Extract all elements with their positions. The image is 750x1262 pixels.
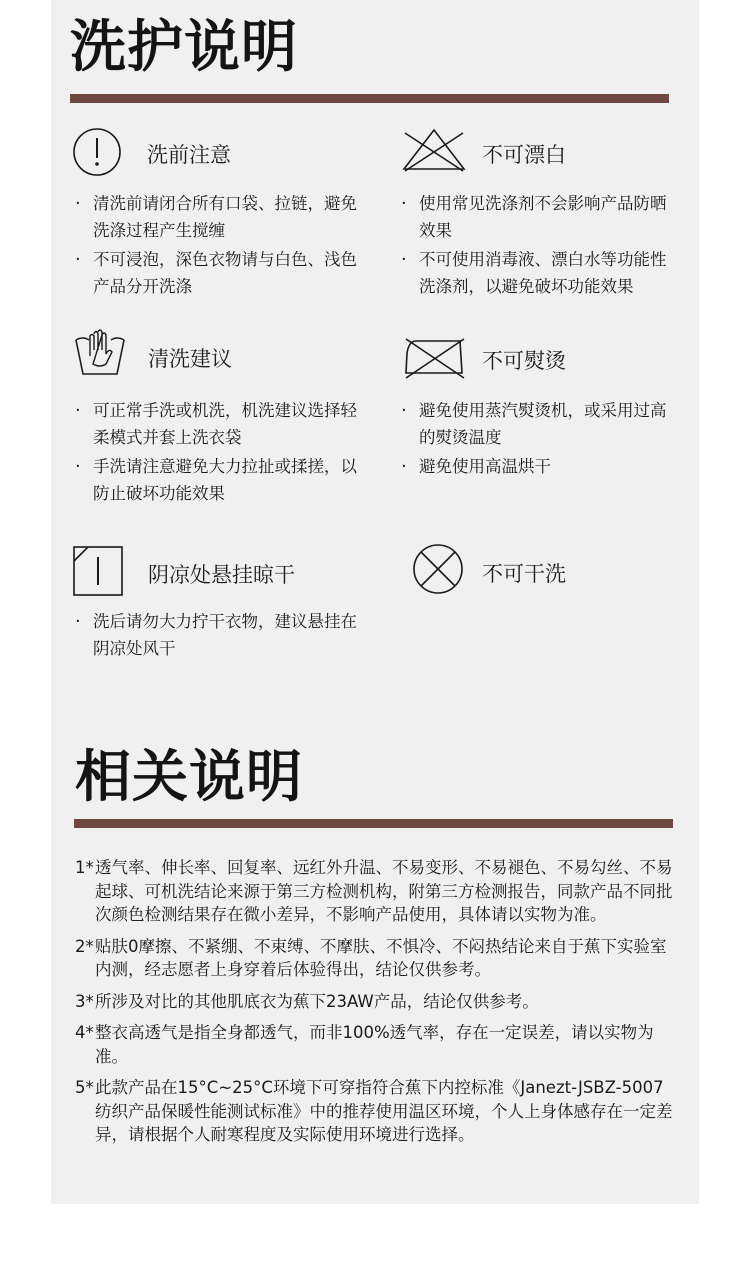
care-title-rule	[70, 94, 669, 103]
list-item: · 避免使用高温烘干	[401, 453, 681, 480]
note-item	[75, 856, 675, 927]
list-item: · 可正常手洗或机洗，机洗建议选择轻柔模式并套上洗衣袋	[75, 397, 360, 451]
note-number: 5*	[75, 1078, 94, 1097]
care-item-prewash	[72, 127, 352, 177]
care-item-wash-advice	[73, 326, 353, 376]
no-iron-icon	[402, 333, 466, 381]
list-item: · 不可浸泡，深色衣物请与白色、浅色产品分开洗涤	[75, 246, 360, 300]
note-item	[75, 935, 675, 982]
no-bleach-icon	[401, 127, 467, 173]
note-number: 4*	[75, 1023, 94, 1042]
care-item-no-bleach	[401, 127, 681, 177]
care-heading-prewash: 洗前注意	[147, 143, 231, 167]
no-dry-clean-icon	[412, 543, 464, 595]
note-number: 3*	[75, 991, 94, 1011]
care-bullets-no-iron	[401, 397, 681, 482]
care-item-no-dry-clean	[412, 543, 692, 593]
care-heading-no-iron: 不可熨烫	[482, 349, 566, 373]
care-heading-shade-dry: 阴凉处悬挂晾干	[148, 563, 295, 587]
note-item	[75, 990, 675, 1014]
care-heading-wash-advice: 清洗建议	[148, 347, 232, 371]
list-item: · 避免使用蒸汽熨烫机，或采用过高的熨烫温度	[401, 397, 681, 451]
note-text: 贴肤0摩擦、不紧绷、不束缚、不摩肤、不惧冷、不闷热结论来自于蕉下实验室内测，经志愿者上身穿着后体验得出，结论仅供参考。	[95, 936, 667, 979]
shade-line-dry-icon	[72, 545, 124, 597]
note-item	[75, 1021, 675, 1068]
care-item-shade-dry	[72, 545, 352, 595]
note-text: 所涉及对比的其他肌底衣为蕉下23AW产品，结论仅供参考。	[95, 991, 539, 1011]
list-item: · 清洗前请闭合所有口袋、拉链，避免洗涤过程产生搅缠	[75, 190, 360, 244]
note-number: 1*	[75, 858, 94, 877]
note-text: 整衣高透气是指全身都透气，而非100%透气率，存在一定误差，请以实物为准。	[95, 1023, 654, 1066]
hand-wash-icon	[73, 326, 127, 378]
list-item: · 洗后请勿大力拧干衣物，建议悬挂在阴凉处风干	[75, 608, 360, 662]
exclamation-circle-icon	[72, 127, 124, 177]
care-bullets-prewash	[75, 190, 360, 302]
note-text: 透气率、伸长率、回复率、远红外升温、不易变形、不易褪色、不易勾丝、不易起球、可机洗结论来源于第三方检测机构，附第三方检测报告，同款产品不同批次颜色检测结果存在微小差异，不影响产品使用，具体请以实物为准。	[95, 858, 673, 924]
note-text: 此款产品在15°C~25°C环境下可穿指符合蕉下内控标准《Janezt-JSBZ-5007纺织产品保暖性能测试标准》中的推荐使用温区环境，个人上身体感存在一定差异，请根据个人耐寒程度及实际使用环境进行选择。	[95, 1078, 673, 1144]
care-section-title: 洗护说明	[70, 15, 298, 80]
care-heading-no-dry-clean: 不可干洗	[482, 562, 566, 586]
list-item: · 不可使用消毒液、漂白水等功能性洗涤剂，以避免破坏功能效果	[401, 246, 681, 300]
list-item: · 使用常见洗涤剂不会影响产品防晒效果	[401, 190, 681, 244]
list-item: · 手洗请注意避免大力拉扯或揉搓，以防止破坏功能效果	[75, 453, 360, 507]
note-number: 2*	[75, 936, 94, 956]
care-bullets-no-bleach	[401, 190, 681, 302]
care-bullets-shade-dry	[75, 608, 360, 664]
care-bullets-wash-advice	[75, 397, 360, 509]
notes-section-title: 相关说明	[75, 745, 303, 810]
notes-list	[75, 856, 675, 1155]
care-item-no-iron	[402, 333, 682, 383]
care-heading-no-bleach: 不可漂白	[482, 143, 566, 167]
note-item	[75, 1076, 675, 1147]
notes-title-rule	[74, 819, 673, 828]
